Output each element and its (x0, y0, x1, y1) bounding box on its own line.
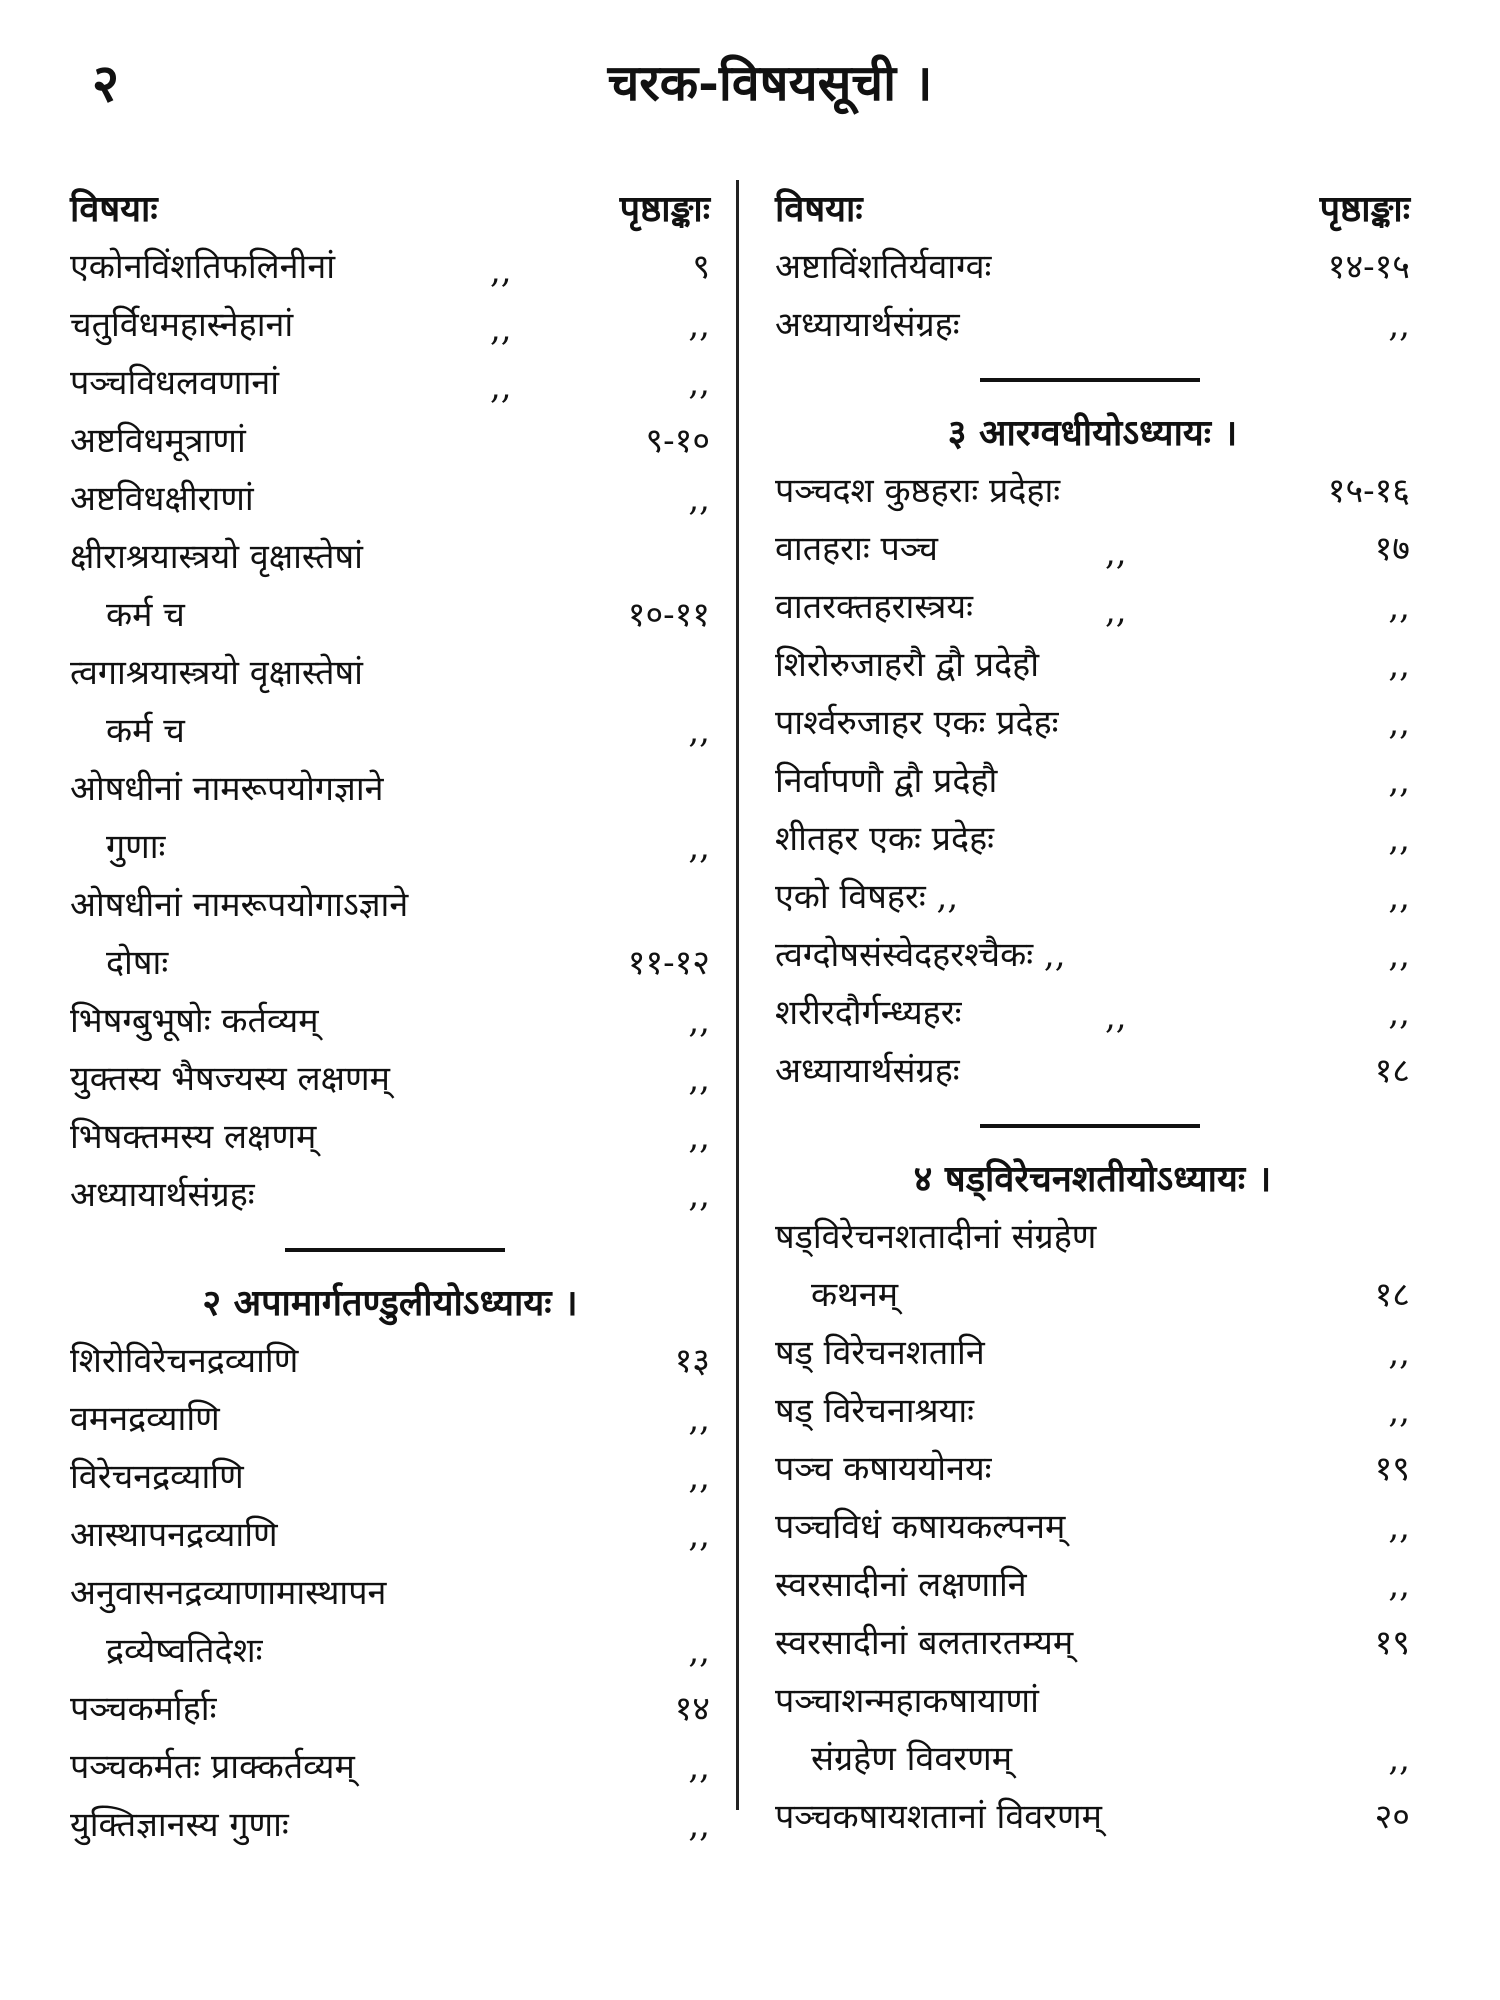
entry-title: संग्रहेण विवरणम् (811, 1739, 1013, 1779)
topics-heading: विषयाः (775, 188, 863, 230)
entry-title: स्वरसादीनां बलतारतम्यम् (775, 1623, 1074, 1663)
entry-page: ,, (1388, 1739, 1410, 1779)
toc-entry (70, 1506, 710, 1564)
toc-header-row (775, 180, 1410, 238)
entry-page: ,, (1388, 877, 1410, 917)
toc-entry (70, 1680, 710, 1738)
toc-header-row (70, 180, 710, 238)
toc-entry-continuation (775, 1730, 1410, 1788)
toc-entry (70, 1738, 710, 1796)
page-numbers-heading: पृष्ठाङ्काः (1319, 188, 1410, 230)
toc-entry (70, 1332, 710, 1390)
entry-title: गुणाः (106, 827, 166, 867)
page-title: चरक-विषयसूची । (607, 53, 933, 112)
entry-page: ,, (688, 1059, 710, 1099)
entry-title: अध्यायार्थसंग्रहः (775, 305, 960, 345)
chapter-heading: २ अपामार्गतण्डुलीयोऽध्यायः । (202, 1282, 578, 1324)
chapter-heading: ३ आरग्वधीयोऽध्यायः । (947, 412, 1238, 454)
toc-entry (775, 636, 1410, 694)
entry-page: १४ (674, 1689, 710, 1729)
entry-title: त्वग्दोषसंस्वेदहरश्चैकः ,, (775, 935, 1066, 975)
toc-entry (70, 528, 710, 586)
entry-title: पञ्च कषाययोनयः (775, 1449, 992, 1489)
entry-page: ,, (1388, 993, 1410, 1033)
entry-title: पञ्चविधलवणानां (70, 363, 280, 403)
toc-entry (775, 1042, 1410, 1100)
entry-page: १८ (1374, 1051, 1410, 1091)
rule-line (980, 378, 1200, 382)
entry-page: ,, (1388, 703, 1410, 743)
toc-entry-continuation (70, 1622, 710, 1680)
toc-entry (70, 1448, 710, 1506)
entry-page: ,, (1388, 761, 1410, 801)
entry-page: ,, (688, 1457, 710, 1497)
toc-entry (70, 296, 710, 354)
entry-title: ओषधीनां नामरूपयोगज्ञाने (70, 769, 384, 809)
entry-title: पञ्चकर्मार्हाः (70, 1689, 217, 1729)
entry-page: ,, (688, 827, 710, 867)
entry-title: शरीरदौर्गन्ध्यहरः (775, 993, 962, 1033)
toc-entry (70, 238, 710, 296)
toc-entry (70, 1050, 710, 1108)
toc-left-column (70, 180, 710, 1854)
rule-line (980, 1124, 1200, 1128)
entry-title: अष्टाविंशतिर्यवाग्वः (775, 247, 992, 287)
toc-entry-continuation (775, 1266, 1410, 1324)
entry-title: दोषाः (106, 943, 169, 983)
entry-title: अध्यायार्थसंग्रहः (775, 1051, 960, 1091)
entry-title: षड्विरेचनशतादीनां संग्रहेण (775, 1217, 1097, 1257)
toc-entry (70, 644, 710, 702)
entry-title: आस्थापनद्रव्याणि (70, 1515, 278, 1555)
toc-entry (775, 694, 1410, 752)
toc-entry-continuation (70, 934, 710, 992)
ditto-mark: ,, (490, 309, 512, 349)
toc-entry (775, 1556, 1410, 1614)
entry-page: ,, (1388, 935, 1410, 975)
toc-entry (775, 926, 1410, 984)
entry-page: १५-१६ (1327, 471, 1410, 511)
entry-title: युक्तिज्ञानस्य गुणाः (70, 1805, 289, 1845)
entry-page: २० (1374, 1797, 1410, 1837)
toc-entry (775, 1208, 1410, 1266)
toc-entry (775, 238, 1410, 296)
entry-page: १९ (1374, 1449, 1410, 1489)
ditto-mark: ,, (1105, 997, 1127, 1037)
entry-title: शीतहर एकः प्रदेहः (775, 819, 994, 859)
toc-entry (70, 412, 710, 470)
entry-title: वातहराः पञ्च (775, 529, 938, 569)
column-divider (736, 180, 739, 1810)
toc-entry (775, 810, 1410, 868)
entry-title: पञ्चविधं कषायकल्पनम् (775, 1507, 1066, 1547)
toc-entry (775, 1672, 1410, 1730)
entry-title: ओषधीनां नामरूपयोगाऽज्ञाने (70, 885, 409, 925)
toc-entry (775, 296, 1410, 354)
entry-title: भिषग्बुभूषोः कर्तव्यम् (70, 1001, 319, 1041)
entry-title: त्वगाश्रयास्त्रयो वृक्षास्तेषां (70, 653, 363, 693)
entry-page: ,, (688, 1805, 710, 1845)
entry-page: ,, (1388, 819, 1410, 859)
entry-page: १७ (1374, 529, 1410, 569)
entry-title: कथनम् (811, 1275, 899, 1315)
entry-title: शिरोविरेचनद्रव्याणि (70, 1341, 299, 1381)
entry-title: षड् विरेचनशतानि (775, 1333, 985, 1373)
entry-title: एको विषहरः ,, (775, 877, 959, 917)
toc-entry (775, 752, 1410, 810)
entry-title: पञ्चकर्मतः प्राक्कर्तव्यम् (70, 1747, 355, 1787)
entry-page: ,, (688, 1747, 710, 1787)
toc-entry (70, 1166, 710, 1224)
entry-title: एकोनविंशतिफलिनीनां (70, 247, 336, 287)
entry-title: निर्वापणौ द्वौ प्रदेहौ (775, 761, 998, 801)
entry-page: ,, (688, 1399, 710, 1439)
toc-entry (775, 1498, 1410, 1556)
entry-page: ,, (688, 1631, 710, 1671)
entry-page: ,, (1388, 1333, 1410, 1373)
rule-line (285, 1248, 505, 1252)
entry-page: ,, (1388, 305, 1410, 345)
toc-entry (775, 984, 1410, 1042)
entry-title: अध्यायार्थसंग्रहः (70, 1175, 255, 1215)
toc-entry-continuation (70, 818, 710, 876)
entry-page: ,, (688, 363, 710, 403)
entry-page: ,, (1388, 1507, 1410, 1547)
entry-page: ,, (688, 1001, 710, 1041)
entry-title: पञ्चदश कुष्ठहराः प्रदेहाः (775, 471, 1061, 511)
entry-page: ,, (1388, 1391, 1410, 1431)
entry-page: १४-१५ (1327, 247, 1410, 287)
toc-entry (775, 868, 1410, 926)
toc-entry (70, 470, 710, 528)
toc-entry (775, 1382, 1410, 1440)
page-number: २ (92, 53, 120, 114)
entry-page: ,, (688, 479, 710, 519)
toc-entry (775, 1614, 1410, 1672)
entry-title: शिरोरुजाहरौ द्वौ प्रदेहौ (775, 645, 1040, 685)
entry-title: विरेचनद्रव्याणि (70, 1457, 244, 1497)
toc-entry (775, 462, 1410, 520)
toc-entry (70, 354, 710, 412)
entry-page: ,, (1388, 587, 1410, 627)
entry-page: ९ (692, 247, 710, 287)
entry-page: ,, (688, 305, 710, 345)
ditto-mark: ,, (1105, 533, 1127, 573)
entry-title: अष्टविधक्षीराणां (70, 479, 254, 519)
entry-page: ,, (688, 711, 710, 751)
entry-page: ,, (688, 1175, 710, 1215)
entry-page: ,, (688, 1117, 710, 1157)
toc-entry (775, 578, 1410, 636)
entry-page: १०-११ (627, 595, 710, 635)
chapter-heading: ४ षड्विरेचनशतीयोऽध्यायः । (913, 1158, 1272, 1200)
toc-entry (70, 1564, 710, 1622)
ditto-mark: ,, (490, 367, 512, 407)
toc-entry-continuation (70, 586, 710, 644)
section-rule (775, 1100, 1410, 1150)
toc-right-column (775, 180, 1410, 1846)
toc-entry (775, 1440, 1410, 1498)
ditto-mark: ,, (490, 251, 512, 291)
section-rule (70, 1224, 710, 1274)
page-numbers-heading: पृष्ठाङ्काः (619, 188, 710, 230)
entry-title: कर्म च (106, 711, 185, 751)
entry-title: भिषक्तमस्य लक्षणम् (70, 1117, 317, 1157)
toc-entry (70, 1108, 710, 1166)
entry-page: १९ (1374, 1623, 1410, 1663)
entry-title: चतुर्विधमहास्नेहानां (70, 305, 294, 345)
toc-entry (775, 520, 1410, 578)
toc-entry (775, 1788, 1410, 1846)
entry-title: युक्तस्य भैषज्यस्य लक्षणम् (70, 1059, 390, 1099)
entry-page: ९-१० (645, 421, 710, 461)
toc-entry (70, 992, 710, 1050)
toc-entry (70, 1796, 710, 1854)
entry-title: पञ्चाशन्महाकषायाणां (775, 1681, 1039, 1721)
entry-page: १८ (1374, 1275, 1410, 1315)
entry-page: ,, (1388, 1565, 1410, 1605)
toc-entry (775, 1324, 1410, 1382)
toc-entry-continuation (70, 702, 710, 760)
entry-title: क्षीराश्रयास्त्रयो वृक्षास्तेषां (70, 537, 363, 577)
toc-entry (70, 876, 710, 934)
entry-page: ,, (688, 1515, 710, 1555)
entry-page: ,, (1388, 645, 1410, 685)
entry-title: पार्श्वरुजाहर एकः प्रदेहः (775, 703, 1059, 743)
ditto-mark: ,, (1105, 591, 1127, 631)
entry-page: १३ (674, 1341, 710, 1381)
entry-title: स्वरसादीनां लक्षणानि (775, 1565, 1027, 1605)
entry-title: पञ्चकषायशतानां विवरणम् (775, 1797, 1102, 1837)
toc-entry (70, 1390, 710, 1448)
entry-title: अनुवासनद्रव्याणामास्थापन (70, 1573, 387, 1613)
entry-page: ११-१२ (627, 943, 710, 983)
section-rule (775, 354, 1410, 404)
entry-title: षड् विरेचनाश्रयाः (775, 1391, 974, 1431)
entry-title: द्रव्येष्वतिदेशः (106, 1631, 263, 1671)
entry-title: अष्टविधमूत्राणां (70, 421, 246, 461)
entry-title: कर्म च (106, 595, 185, 635)
topics-heading: विषयाः (70, 188, 158, 230)
toc-entry (70, 760, 710, 818)
entry-title: वमनद्रव्याणि (70, 1399, 220, 1439)
entry-title: वातरक्तहरास्त्रयः (775, 587, 973, 627)
